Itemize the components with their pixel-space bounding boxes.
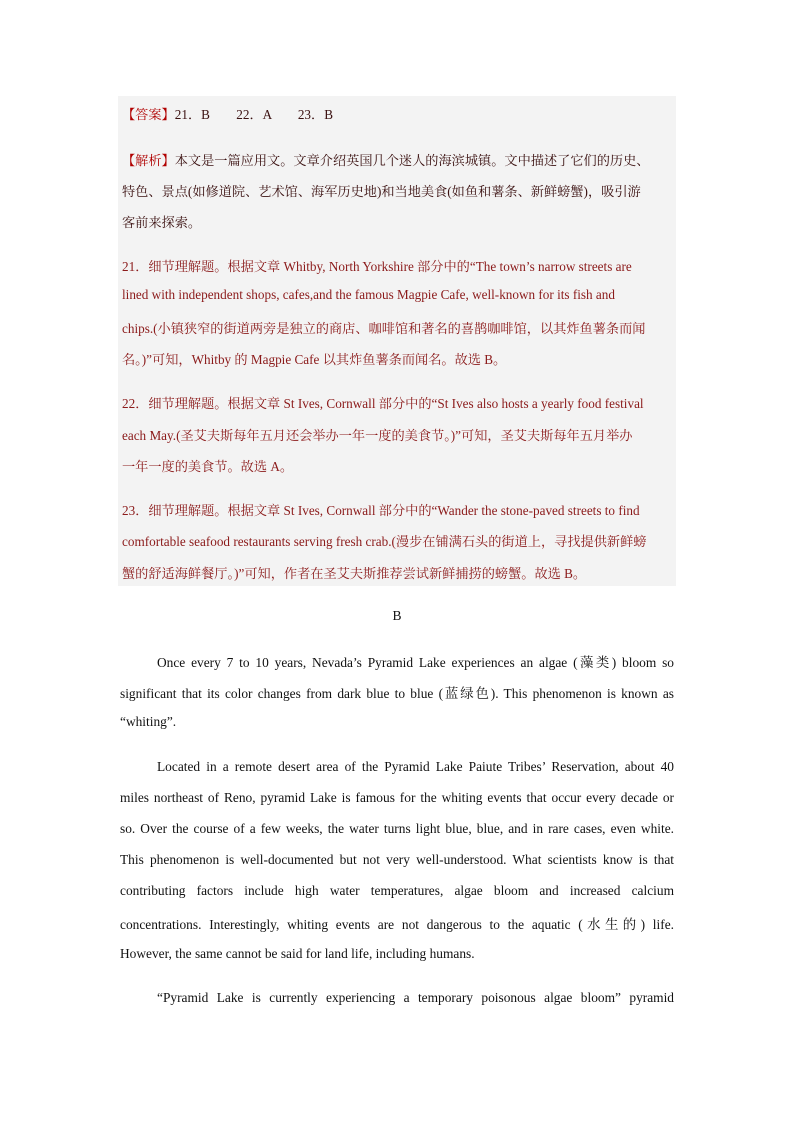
q23-line-2: comfortable seafood restaurants serving fresh crab.(漫步在铺满石头的街道上，寻找提供新鲜螃 <box>122 534 647 549</box>
passage-p1-line-2: significant that its color changes from dark blue to blue (蓝绿色). This phenomenon is known as <box>120 686 674 701</box>
q21-line-2: lined with independent shops, cafes,and the famous Magpie Cafe, well-known for its fish and <box>122 287 615 302</box>
analysis-label: 【解析】 <box>122 153 175 168</box>
passage-p2-line-3: so. Over the course of a few weeks, the water turns light blue, blue, and in rare cases, even white. <box>120 821 674 836</box>
passage-p2-line-4: This phenomenon is well-documented but not very well-understood. What scientists know is that <box>120 852 674 867</box>
passage-p3-line-1: “Pyramid Lake is currently experiencing a temporary poisonous algae bloom” pyramid <box>157 990 674 1005</box>
q22-line-2: each May.(圣艾夫斯每年五月还会举办一年一度的美食节。)”可知，圣艾夫斯每年五月举办 <box>122 428 633 443</box>
q21-line-3: chips.(小镇狭窄的街道两旁是独立的商店、咖啡馆和著名的喜鹊咖啡馆，以其炸鱼薯条而闻 <box>122 321 646 336</box>
passage-p2-line-6: concentrations. Interestingly, whiting events are not dangerous to the aquatic (水生的) life. <box>120 917 674 932</box>
section-letter: B <box>392 608 402 623</box>
passage-p2-line-2: miles northeast of Reno, pyramid Lake is famous for the whiting events that occur every decade or <box>120 790 674 805</box>
answer-text: 21．B 22．A 23．B <box>174 107 334 122</box>
q21-line-1: 21．细节理解题。根据文章 Whitby, North Yorkshire 部分中的“The town’s narrow streets are <box>122 259 632 274</box>
answer-label: 【答案】 <box>122 107 175 122</box>
passage-p1-line-3: “whiting”. <box>120 714 177 729</box>
analysis-line-3: 客前来探索。 <box>122 215 202 230</box>
q22-line-1: 22．细节理解题。根据文章 St Ives, Cornwall 部分中的“St Ives also hosts a yearly food festival <box>122 396 644 411</box>
passage-p2-line-1: Located in a remote desert area of the Pyramid Lake Paiute Tribes’ Reservation, about 40 <box>157 759 674 774</box>
q23-line-3: 蟹的舒适海鲜餐厅。)”可知，作者在圣艾夫斯推荐尝试新鲜捕捞的螃蟹。故选 B。 <box>122 566 587 581</box>
passage-p1-line-1: Once every 7 to 10 years, Nevada’s Pyramid Lake experiences an algae (藻类) bloom so <box>157 655 674 670</box>
passage-p2-line-5: contributing factors include high water temperatures, algae bloom and increased calcium <box>120 883 674 898</box>
answer-line <box>122 104 333 123</box>
passage-p2-line-7: However, the same cannot be said for land life, including humans. <box>120 946 475 961</box>
q23-line-1: 23．细节理解题。根据文章 St Ives, Cornwall 部分中的“Wander the stone-paved streets to find <box>122 503 640 518</box>
q22-line-3: 一年一度的美食节。故选 A。 <box>122 459 294 474</box>
q21-line-4: 名。)”可知，Whitby 的 Magpie Cafe 以其炸鱼薯条而闻名。故选 B。 <box>122 352 507 367</box>
analysis-line-2: 特色、景点(如修道院、艺术馆、海军历史地)和当地美食(如鱼和薯条、新鲜螃蟹)，吸引游 <box>122 184 641 199</box>
analysis-line-1: 【解析】本文是一篇应用文。文章介绍英国几个迷人的海滨城镇。文中描述了它们的历史、 <box>122 153 650 168</box>
